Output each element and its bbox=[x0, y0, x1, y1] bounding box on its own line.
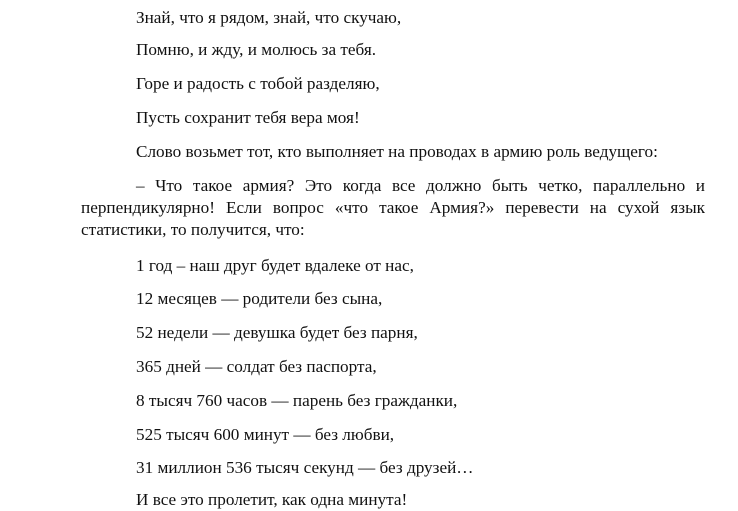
stat-line: 8 тысяч 760 часов — парень без гражданки, bbox=[136, 391, 458, 410]
stat-line: 365 дней — солдат без паспорта, bbox=[136, 357, 377, 376]
stat-line: 1 год – наш друг будет вдалеке от нас, bbox=[136, 256, 414, 275]
stat-line: 52 недели — девушка будет без парня, bbox=[136, 323, 418, 342]
stat-line: 31 миллион 536 тысяч секунд — без друзей… bbox=[136, 458, 474, 477]
stat-line: 12 месяцев — родители без сына, bbox=[136, 289, 383, 308]
poem-line: Горе и радость с тобой разделяю, bbox=[136, 74, 380, 93]
closing-line: И все это пролетит, как одна минута! bbox=[136, 490, 408, 509]
host-intro-line: Слово возьмет тот, кто выполняет на проводах в армию роль ведущего: bbox=[136, 142, 658, 161]
poem-line: Пусть сохранит тебя вера моя! bbox=[136, 108, 360, 127]
stat-line: 525 тысяч 600 минут — без любви, bbox=[136, 425, 395, 444]
poem-line: Помню, и жду, и молюсь за тебя. bbox=[136, 40, 377, 59]
poem-line: Знай, что я рядом, знай, что скучаю, bbox=[136, 8, 402, 27]
speech-paragraph: – Что такое армия? Это когда все должно быть четко, параллельно и перпендикулярно! Если вопрос «что такое Армия?» перевести на сухой язык статистики, то получится, что: bbox=[81, 176, 705, 239]
